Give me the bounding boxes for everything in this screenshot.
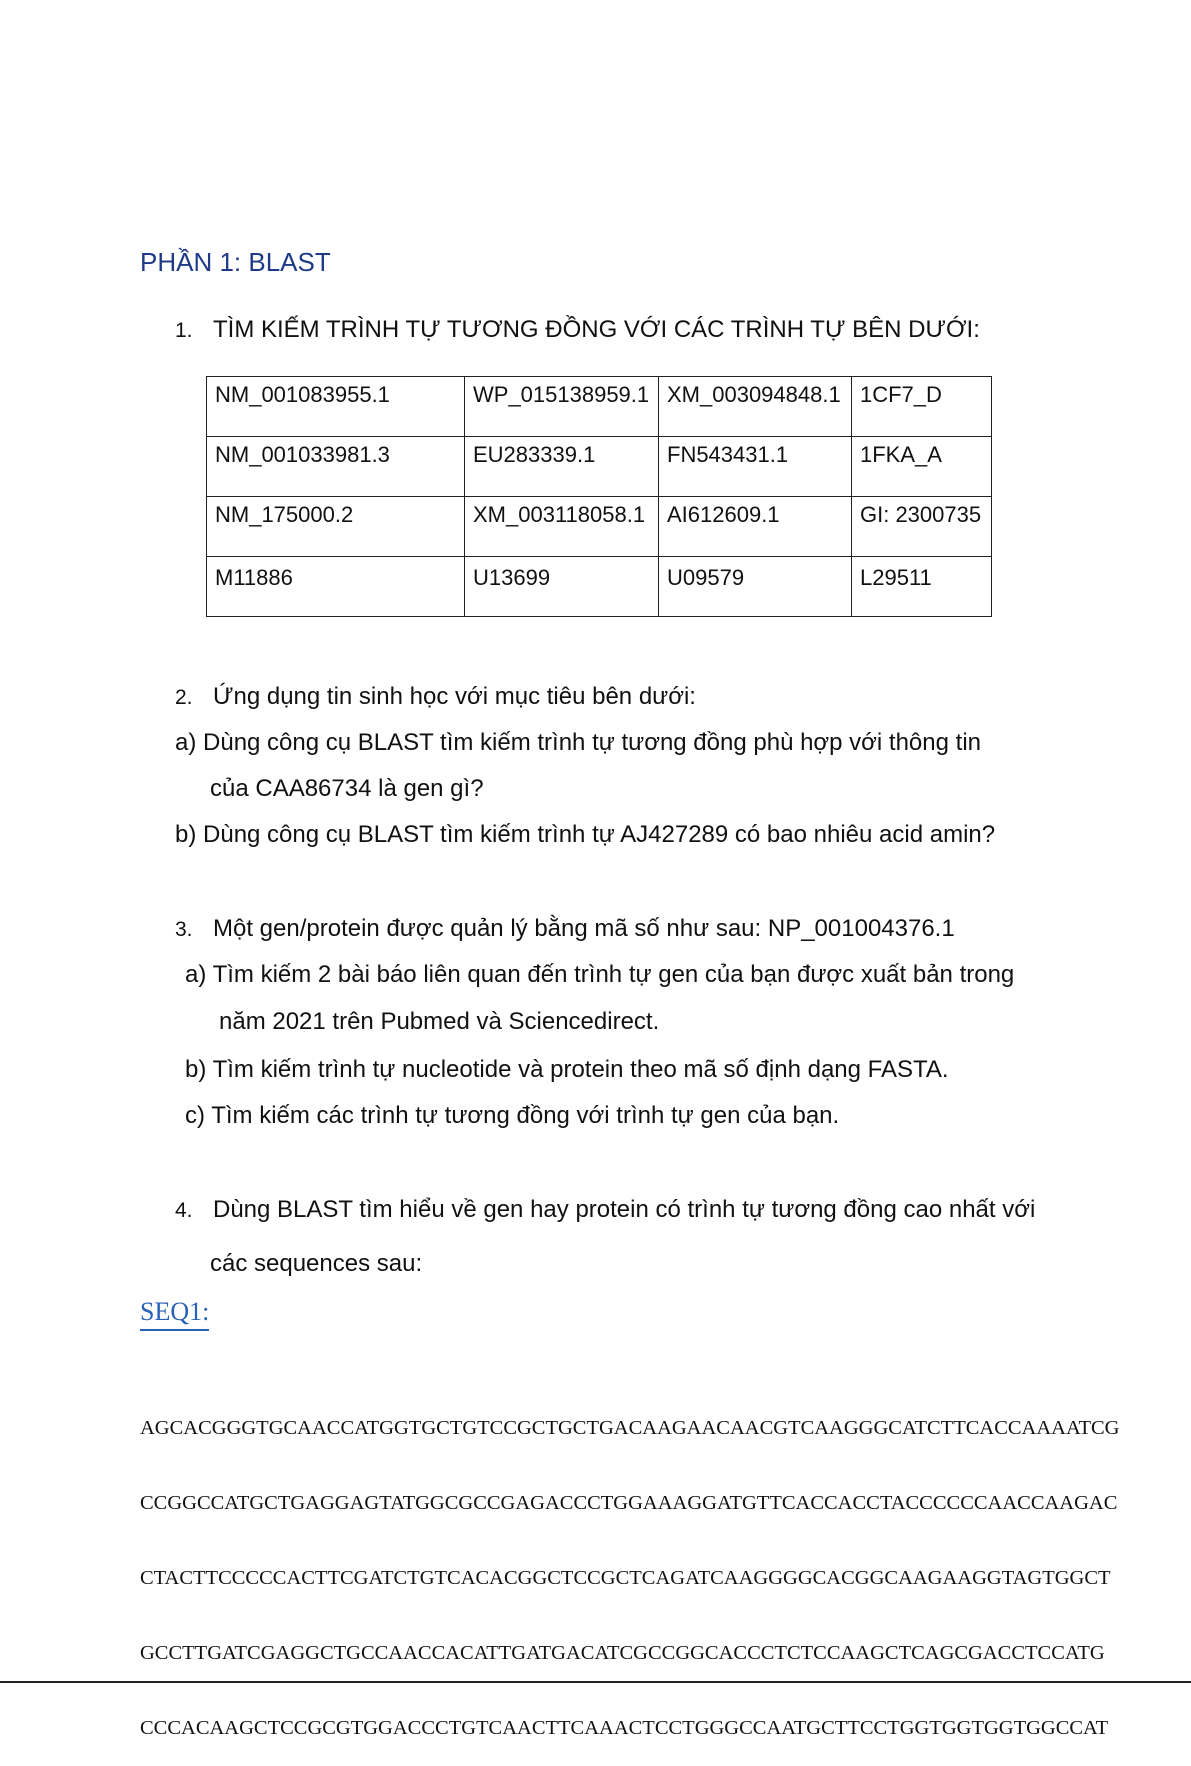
accession-id: AI612609.1 (667, 502, 780, 527)
question-text: Một gen/protein được quản lý bằng mã số như sau: NP_001004376.1 (213, 915, 955, 942)
accession-id: 1FKA_A (860, 442, 942, 467)
table-cell (465, 497, 659, 557)
table-cell (852, 497, 992, 557)
table-cell (207, 437, 465, 497)
table-cell (465, 557, 659, 617)
table-cell (852, 377, 992, 437)
sequence-line: CTACTTCCCCCACTTCGATCTGTCACACGGCTCCGCTCAGATCAAGGGGCACGGCAAGAAGGTAGTGGCT (140, 1567, 1111, 1589)
question-2a-line2: của CAA86734 là gen gì? (210, 775, 484, 802)
section-title: PHẦN 1: BLAST (140, 247, 331, 277)
accession-id: WP_015138959.1 (473, 382, 650, 407)
table-row (207, 437, 992, 497)
question-4 (175, 1195, 1035, 1226)
table-cell (852, 557, 992, 617)
question-number: 3. (175, 918, 193, 941)
accession-id: XM_003094848.1 (667, 382, 841, 407)
table-row (207, 377, 992, 437)
question-1 (175, 315, 980, 346)
question-3c: c) Tìm kiếm các trình tự tương đồng với trình tự gen của bạn. (185, 1102, 840, 1129)
accession-id: U13699 (473, 565, 551, 590)
table-cell (207, 557, 465, 617)
accession-id: EU283339.1 (473, 442, 596, 467)
question-number: 1. (175, 319, 193, 342)
accession-id: GI: 2300735 (860, 502, 982, 527)
table-cell (659, 377, 852, 437)
accession-id: U09579 (667, 565, 745, 590)
sequence-line: GCCTTGATCGAGGCTGCCAACCACATTGATGACATCGCCGGCACCCTCTCCAAGCTCAGCGACCTCCATG (140, 1642, 1105, 1664)
seq1-label: SEQ1: (140, 1297, 209, 1331)
table-row (207, 557, 992, 617)
question-2 (175, 682, 696, 713)
table-cell (852, 437, 992, 497)
sequence-line: CCCACAAGCTCCGCGTGGACCCTGTCAACTTCAAACTCCTGGGCCAATGCTTCCTGGTGGTGGTGGCCAT (140, 1717, 1109, 1739)
accession-id: NM_001083955.1 (215, 382, 390, 407)
question-text: Dùng BLAST tìm hiểu về gen hay protein có trình tự tương đồng cao nhất với (213, 1196, 1036, 1223)
table-row (207, 497, 992, 557)
question-3a-line2: năm 2021 trên Pubmed và Sciencedirect. (219, 1008, 660, 1035)
question-number: 2. (175, 686, 193, 709)
question-2a-line1: a) Dùng công cụ BLAST tìm kiếm trình tự tương đồng phù hợp với thông tin (175, 729, 981, 756)
table-cell (465, 437, 659, 497)
accession-id: M11886 (215, 565, 293, 590)
table-cell (659, 497, 852, 557)
sequence-line: CCGGCCATGCTGAGGAGTATGGCGCCGAGACCCTGGAAAGGATGTTCACCACCTACCCCCCAACCAAGAC (140, 1492, 1118, 1514)
accession-table (206, 376, 992, 617)
question-text: TÌM KIẾM TRÌNH TỰ TƯƠNG ĐỒNG VỚI CÁC TRÌNH TỰ BÊN DƯỚI: (213, 316, 980, 343)
table-cell (207, 377, 465, 437)
accession-id: NM_001033981.3 (215, 442, 390, 467)
table-cell (659, 557, 852, 617)
page-bottom-rule (0, 1681, 1191, 1683)
seq1-sequence (140, 1366, 1180, 1766)
accession-id: XM_003118058.1 (473, 502, 646, 527)
table-cell (659, 437, 852, 497)
accession-id: 1CF7_D (860, 382, 942, 407)
question-3a-line1: a) Tìm kiếm 2 bài báo liên quan đến trình tự gen của bạn được xuất bản trong (185, 961, 1015, 988)
question-number: 4. (175, 1199, 193, 1222)
table-cell (207, 497, 465, 557)
question-3 (175, 914, 955, 945)
table-cell (465, 377, 659, 437)
question-text: Ứng dụng tin sinh học với mục tiêu bên dưới: (213, 683, 696, 710)
sequence-line: AGCACGGGTGCAACCATGGTGCTGTCCGCTGCTGACAAGAACAACGTCAAGGGCATCTTCACCAAAATCG (140, 1417, 1120, 1439)
accession-id: FN543431.1 (667, 442, 789, 467)
accession-id: NM_175000.2 (215, 502, 354, 527)
question-2b: b) Dùng công cụ BLAST tìm kiếm trình tự AJ427289 có bao nhiêu acid amin? (175, 821, 996, 848)
question-3b: b) Tìm kiếm trình tự nucleotide và protein theo mã số định dạng FASTA. (185, 1056, 949, 1083)
question-4-line2: các sequences sau: (210, 1250, 423, 1277)
accession-id: L29511 (860, 565, 932, 590)
